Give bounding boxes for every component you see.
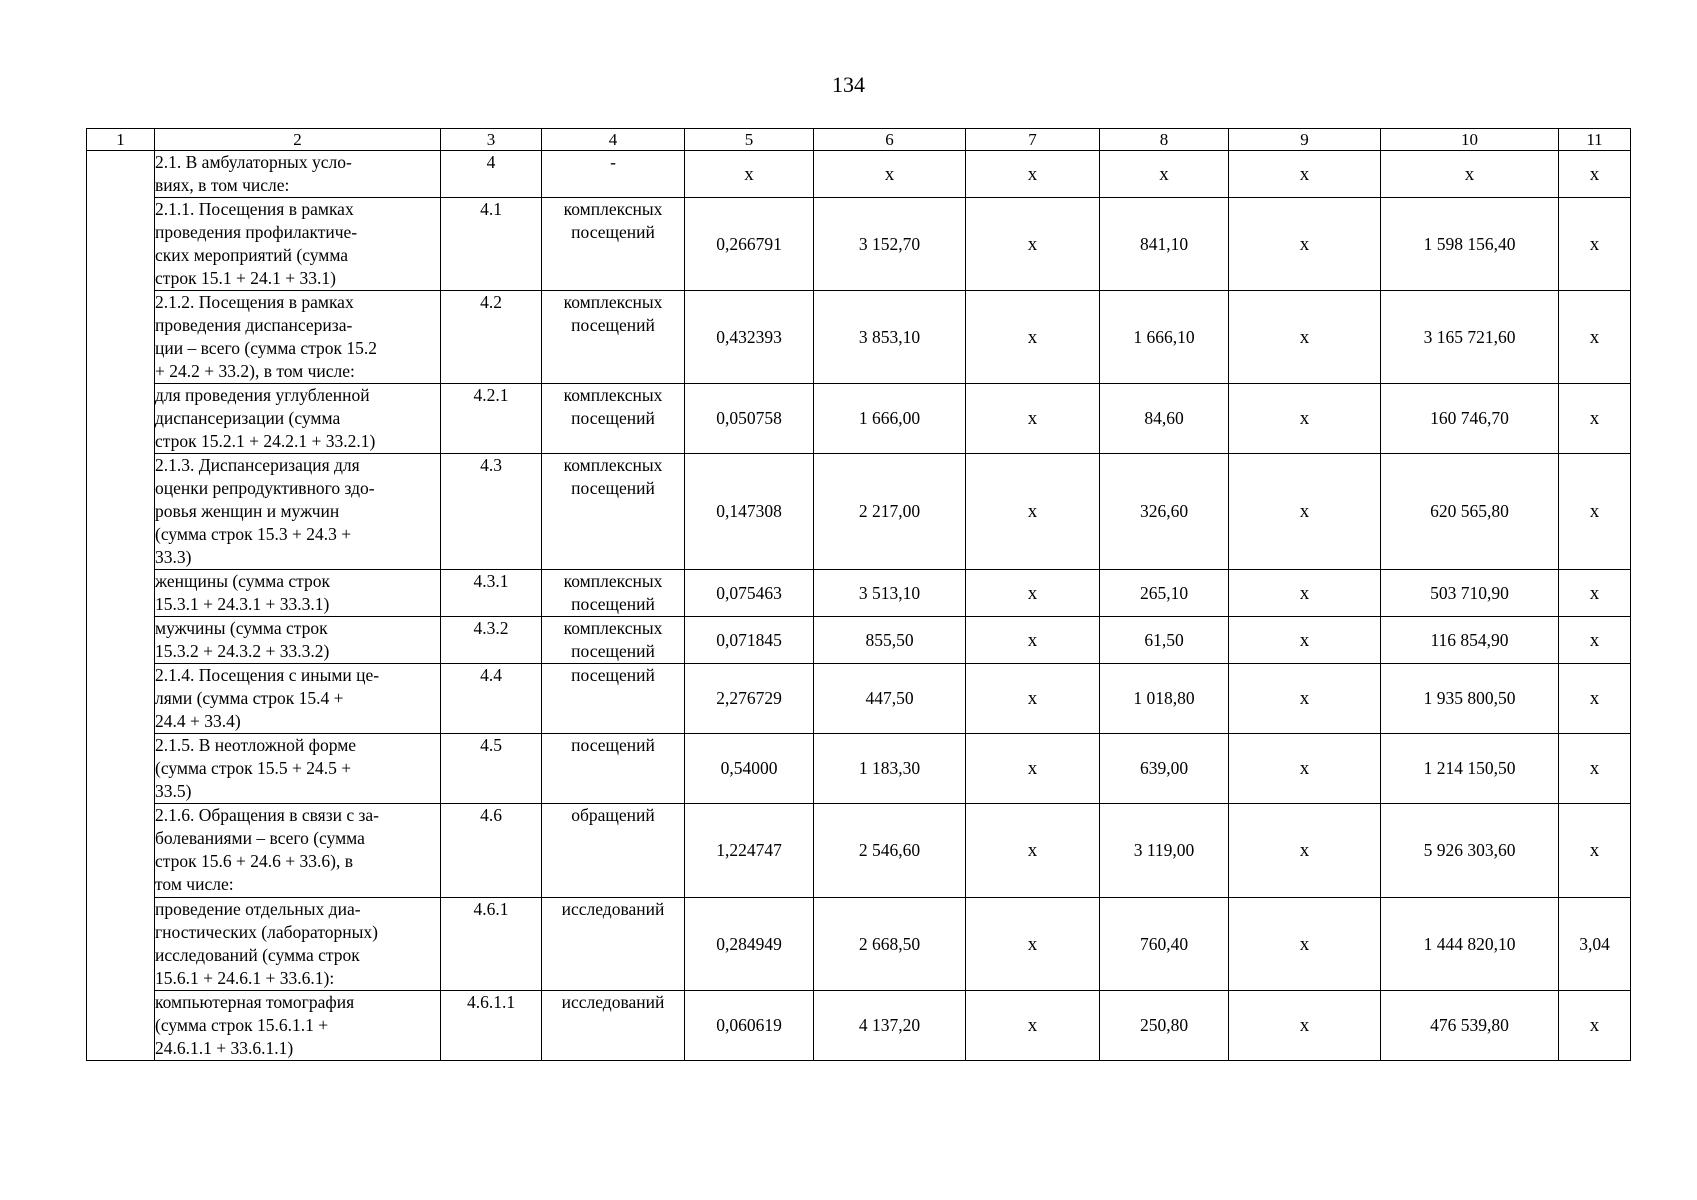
empty-marker-cell: х: [1559, 151, 1631, 198]
empty-marker-cell: х: [1229, 734, 1381, 804]
table-row: [87, 570, 1631, 617]
table-row: [87, 617, 1631, 664]
value-cell: 0,432393: [685, 291, 814, 384]
value-cell: 2 217,00: [814, 454, 966, 570]
value-cell: 3,04: [1559, 898, 1631, 991]
empty-marker-cell: х: [1559, 570, 1631, 617]
value-cell: 3 853,10: [814, 291, 966, 384]
row-code: 4.3.2: [441, 617, 542, 664]
empty-marker-cell: х: [966, 804, 1100, 898]
value-cell: 1 666,00: [814, 384, 966, 454]
value-cell: 0,266791: [685, 198, 814, 291]
value-cell: 1 018,80: [1100, 664, 1229, 734]
empty-marker-cell: х: [966, 454, 1100, 570]
empty-marker-cell: х: [966, 151, 1100, 198]
row-description: 2.1.4. Посещения с иными це- лями (сумма строк 15.4 + 24.4 + 33.4): [155, 664, 441, 734]
column-header: 6: [814, 129, 966, 151]
value-cell: 3 152,70: [814, 198, 966, 291]
column-header-row: [87, 129, 1631, 151]
column-header: 4: [542, 129, 685, 151]
value-cell: 0,284949: [685, 898, 814, 991]
row-code: 4.2: [441, 291, 542, 384]
empty-marker-cell: х: [1100, 151, 1229, 198]
value-cell: 4 137,20: [814, 991, 966, 1061]
value-cell: 1,224747: [685, 804, 814, 898]
empty-marker-cell: х: [966, 991, 1100, 1061]
value-cell: 620 565,80: [1381, 454, 1559, 570]
value-cell: 0,050758: [685, 384, 814, 454]
row-unit: исследований: [542, 898, 685, 991]
row-code: 4: [441, 151, 542, 198]
row-code: 4.6.1.1: [441, 991, 542, 1061]
column-header: 5: [685, 129, 814, 151]
value-cell: 160 746,70: [1381, 384, 1559, 454]
table-row: [87, 734, 1631, 804]
value-cell: 841,10: [1100, 198, 1229, 291]
table-row: [87, 384, 1631, 454]
value-cell: 1 598 156,40: [1381, 198, 1559, 291]
row-description: мужчины (сумма строк 15.3.2 + 24.3.2 + 33.3.2): [155, 617, 441, 664]
empty-marker-cell: х: [1559, 734, 1631, 804]
empty-marker-cell: х: [966, 570, 1100, 617]
row-unit: комплексных посещений: [542, 454, 685, 570]
table-row: [87, 804, 1631, 898]
value-cell: 61,50: [1100, 617, 1229, 664]
row-description: для проведения углубленной диспансеризации (сумма строк 15.2.1 + 24.2.1 + 33.2.1): [155, 384, 441, 454]
column-header: 11: [1559, 129, 1631, 151]
value-cell: 1 666,10: [1100, 291, 1229, 384]
empty-marker-cell: х: [1229, 664, 1381, 734]
row-unit: комплексных посещений: [542, 198, 685, 291]
empty-marker-cell: х: [966, 898, 1100, 991]
value-cell: 1 444 820,10: [1381, 898, 1559, 991]
row-description: женщины (сумма строк 15.3.1 + 24.3.1 + 33.3.1): [155, 570, 441, 617]
empty-marker-cell: х: [1559, 617, 1631, 664]
table-row: [87, 454, 1631, 570]
empty-marker-cell: х: [966, 291, 1100, 384]
value-cell: 0,071845: [685, 617, 814, 664]
value-cell: 116 854,90: [1381, 617, 1559, 664]
column-header: 8: [1100, 129, 1229, 151]
value-cell: 639,00: [1100, 734, 1229, 804]
table-row: [87, 151, 1631, 198]
empty-marker-cell: х: [1229, 617, 1381, 664]
value-cell: 84,60: [1100, 384, 1229, 454]
row-description: 2.1.6. Обращения в связи с за- болеваниями – всего (сумма строк 15.6 + 24.6 + 33.6), в том числе:: [155, 804, 441, 898]
row-description: 2.1.1. Посещения в рамках проведения профилактиче- ских мероприятий (сумма строк 15.1 + 24.1 + 33.1): [155, 198, 441, 291]
row-code: 4.1: [441, 198, 542, 291]
value-cell: 3 165 721,60: [1381, 291, 1559, 384]
value-cell: 760,40: [1100, 898, 1229, 991]
value-cell: 5 926 303,60: [1381, 804, 1559, 898]
empty-marker-cell: х: [1559, 804, 1631, 898]
row-code: 4.4: [441, 664, 542, 734]
empty-marker-cell: х: [966, 664, 1100, 734]
empty-marker-cell: х: [966, 734, 1100, 804]
empty-marker-cell: х: [1559, 198, 1631, 291]
table-row: [87, 898, 1631, 991]
empty-marker-cell: х: [1559, 664, 1631, 734]
empty-marker-cell: х: [814, 151, 966, 198]
empty-marker-cell: х: [966, 617, 1100, 664]
empty-marker-cell: х: [1229, 898, 1381, 991]
table-row: [87, 991, 1631, 1061]
value-cell: 2 668,50: [814, 898, 966, 991]
value-cell: 0,060619: [685, 991, 814, 1061]
row-unit: посещений: [542, 734, 685, 804]
row-description: 2.1.5. В неотложной форме (сумма строк 15.5 + 24.5 + 33.5): [155, 734, 441, 804]
row-code: 4.6.1: [441, 898, 542, 991]
page-number: 134: [832, 72, 865, 97]
empty-marker-cell: х: [1559, 454, 1631, 570]
column-header: 9: [1229, 129, 1381, 151]
value-cell: 265,10: [1100, 570, 1229, 617]
value-cell: 250,80: [1100, 991, 1229, 1061]
value-cell: 1 935 800,50: [1381, 664, 1559, 734]
value-cell: 503 710,90: [1381, 570, 1559, 617]
value-cell: 447,50: [814, 664, 966, 734]
column-header: 1: [87, 129, 155, 151]
empty-marker-cell: х: [1229, 570, 1381, 617]
value-cell: 2,276729: [685, 664, 814, 734]
table-row: [87, 198, 1631, 291]
row-unit: -: [542, 151, 685, 198]
row-unit: комплексных посещений: [542, 570, 685, 617]
empty-marker-cell: х: [1229, 198, 1381, 291]
row-group-cell: [87, 151, 155, 1061]
column-header: 2: [155, 129, 441, 151]
empty-marker-cell: х: [685, 151, 814, 198]
row-code: 4.6: [441, 804, 542, 898]
column-header: 3: [441, 129, 542, 151]
table-row: [87, 664, 1631, 734]
empty-marker-cell: х: [1229, 991, 1381, 1061]
row-description: 2.1. В амбулаторных усло- виях, в том числе:: [155, 151, 441, 198]
empty-marker-cell: х: [966, 198, 1100, 291]
table-row: [87, 291, 1631, 384]
value-cell: 3 513,10: [814, 570, 966, 617]
row-unit: комплексных посещений: [542, 384, 685, 454]
value-cell: 3 119,00: [1100, 804, 1229, 898]
row-unit: комплексных посещений: [542, 291, 685, 384]
value-cell: 855,50: [814, 617, 966, 664]
empty-marker-cell: х: [1229, 384, 1381, 454]
value-cell: 476 539,80: [1381, 991, 1559, 1061]
row-description: проведение отдельных диа- гностических (лабораторных) исследований (сумма строк 15.6.1 + 24.6.1 + 33.6.1):: [155, 898, 441, 991]
row-description: 2.1.3. Диспансеризация для оценки репродуктивного здо- ровья женщин и мужчин (сумма строк 15.3 + 24.3 + 33.3): [155, 454, 441, 570]
row-description: компьютерная томография (сумма строк 15.6.1.1 + 24.6.1.1 + 33.6.1.1): [155, 991, 441, 1061]
row-description: 2.1.2. Посещения в рамках проведения диспансериза- ции – всего (сумма строк 15.2 + 24.2 + 33.2), в том числе:: [155, 291, 441, 384]
empty-marker-cell: х: [1381, 151, 1559, 198]
empty-marker-cell: х: [966, 384, 1100, 454]
empty-marker-cell: х: [1229, 804, 1381, 898]
value-cell: 326,60: [1100, 454, 1229, 570]
column-header: 10: [1381, 129, 1559, 151]
value-cell: 1 214 150,50: [1381, 734, 1559, 804]
empty-marker-cell: х: [1229, 291, 1381, 384]
row-unit: исследований: [542, 991, 685, 1061]
row-code: 4.5: [441, 734, 542, 804]
value-cell: 0,075463: [685, 570, 814, 617]
column-header: 7: [966, 129, 1100, 151]
value-cell: 0,147308: [685, 454, 814, 570]
row-code: 4.3.1: [441, 570, 542, 617]
empty-marker-cell: х: [1559, 384, 1631, 454]
empty-marker-cell: х: [1559, 291, 1631, 384]
row-unit: посещений: [542, 664, 685, 734]
row-code: 4.3: [441, 454, 542, 570]
empty-marker-cell: х: [1229, 151, 1381, 198]
value-cell: 2 546,60: [814, 804, 966, 898]
empty-marker-cell: х: [1559, 991, 1631, 1061]
row-unit: обращений: [542, 804, 685, 898]
row-code: 4.2.1: [441, 384, 542, 454]
data-table: [86, 128, 1631, 1061]
value-cell: 1 183,30: [814, 734, 966, 804]
value-cell: 0,54000: [685, 734, 814, 804]
empty-marker-cell: х: [1229, 454, 1381, 570]
row-unit: комплексных посещений: [542, 617, 685, 664]
